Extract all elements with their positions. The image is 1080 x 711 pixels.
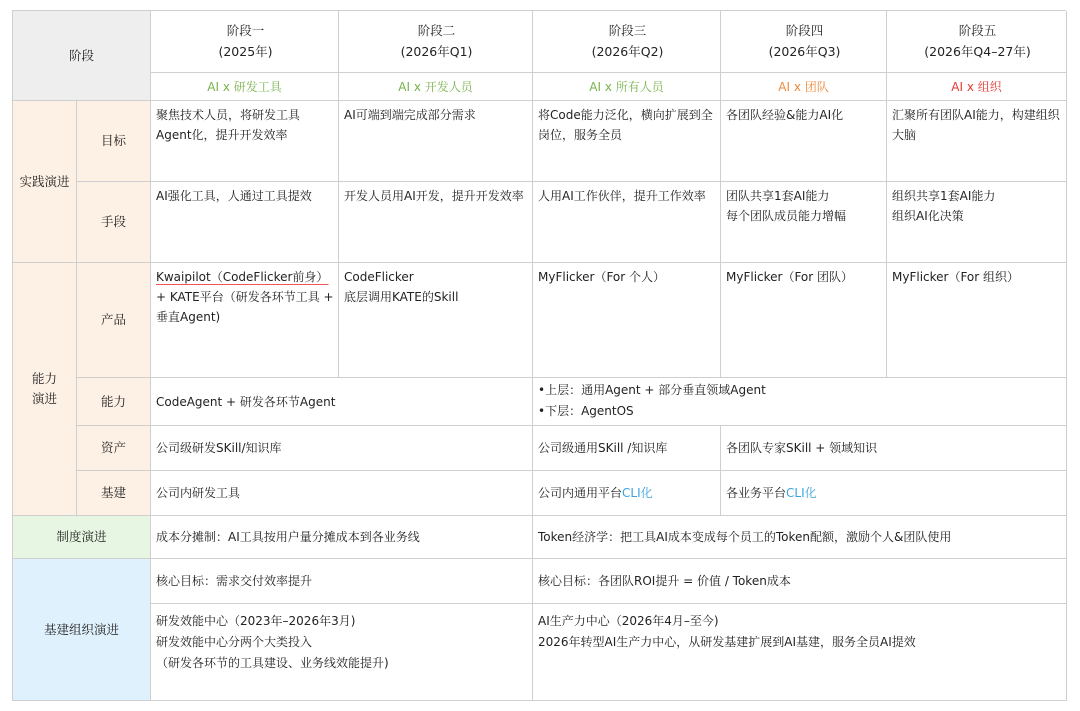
product-name-kwaipilot: Kwaipilot（CodeFlicker前身） (156, 270, 329, 284)
stage-tag-5: AI x 组织 (887, 73, 1067, 101)
product-cell-2 (339, 263, 533, 378)
goal-cell-2: AI可端到端完成部分需求 (339, 101, 533, 182)
stage-header-4 (721, 11, 887, 73)
product-cell-1 (151, 263, 339, 378)
means-line: 组织共享1套AI能力 (892, 189, 996, 203)
stage-period: (2026年Q4–27年) (924, 44, 1031, 59)
stage-tag-2: AI x 开发人员 (339, 73, 533, 101)
org-detail-line: 2026年转型AI生产力中心，从研发基建扩展到AI基建，服务全员AI提效 (538, 635, 916, 649)
org-detail-right (533, 604, 1067, 701)
stage-tag-4: AI x 团队 (721, 73, 887, 101)
stage-period: (2025年) (218, 44, 273, 59)
stage-name: 阶段四 (785, 23, 824, 38)
stage-period: (2026年Q2) (591, 44, 664, 59)
product-label: 产品 (77, 263, 151, 378)
means-cell-4 (721, 182, 887, 263)
capability-label-line1: 能力 (31, 371, 57, 386)
means-line: 开发人员用AI开发，提升开发效率 (344, 189, 524, 203)
system-cell-left: 成本分摊制：AI工具按用户量分摊成本到各业务线 (151, 516, 533, 559)
stage-tag-3: AI x 所有人员 (533, 73, 721, 101)
goal-cell-5: 汇聚所有团队AI能力，构建组织大脑 (887, 101, 1067, 182)
product-desc: + KATE平台（研发各环节工具 + 垂直Agent) (156, 290, 334, 324)
cli-highlight: CLI化 (786, 486, 817, 500)
means-line: 每个团队成员能力增幅 (726, 209, 847, 223)
org-goal-left: 核心目标：需求交付效率提升 (151, 559, 533, 604)
means-cell-5 (887, 182, 1067, 263)
stage-header-2 (339, 11, 533, 73)
goal-cell-4: 各团队经验&能力AI化 (721, 101, 887, 182)
means-line: 团队共享1套AI能力 (726, 189, 830, 203)
capability-group-label (13, 263, 77, 516)
means-cell-3 (533, 182, 721, 263)
means-line: AI强化工具，人通过工具提效 (156, 189, 312, 203)
ability-line: •上层：通用Agent + 部分垂直领域Agent (538, 383, 766, 397)
asset-cell-left: 公司级研发SKill/知识库 (151, 426, 533, 471)
ability-line: •下层：AgentOS (538, 404, 634, 418)
stage-name: 阶段三 (608, 23, 647, 38)
org-detail-left (151, 604, 533, 701)
stage-name: 阶段二 (417, 23, 456, 38)
product-line: 底层调用KATE的Skill (344, 290, 459, 304)
org-detail-line: 研发效能中心（2023年–2026年3月) (156, 614, 356, 628)
infra-mid-text: 公司内通用平台 (538, 486, 623, 500)
corner-label: 阶段 (13, 11, 151, 101)
stage-period: (2026年Q1) (400, 44, 473, 59)
org-label: 基建组织演进 (13, 559, 151, 701)
ability-cell-right (533, 378, 1067, 426)
product-cell-4: MyFlicker（For 团队） (721, 263, 887, 378)
roadmap-table (12, 10, 1066, 701)
ability-label: 能力 (77, 378, 151, 426)
stage-tag-1: AI x 研发工具 (151, 73, 339, 101)
stage-header-3 (533, 11, 721, 73)
goal-cell-1: 聚焦技术人员，将研发工具Agent化，提升开发效率 (151, 101, 339, 182)
product-cell-3: MyFlicker（For 个人） (533, 263, 721, 378)
practice-group-label: 实践演进 (13, 101, 77, 263)
goal-cell-3: 将Code能力泛化，横向扩展到全岗位，服务全员 (533, 101, 721, 182)
org-goal-right: 核心目标：各团队ROI提升 = 价值 / Token成本 (533, 559, 1067, 604)
infra-cell-right (721, 471, 1067, 516)
means-line: 组织AI化决策 (892, 209, 964, 223)
capability-label-line2: 演进 (31, 391, 57, 406)
product-line: CodeFlicker (344, 270, 414, 284)
ability-cell-left: CodeAgent + 研发各环节Agent (151, 378, 533, 426)
asset-cell-right: 各团队专家SKill + 领域知识 (721, 426, 1067, 471)
stage-header-1 (151, 11, 339, 73)
product-cell-5: MyFlicker（For 组织） (887, 263, 1067, 378)
org-detail-line: （研发各环节的工具建设、业务线效能提升) (156, 656, 389, 670)
means-label: 手段 (77, 182, 151, 263)
infra-cell-mid (533, 471, 721, 516)
means-cell-2 (339, 182, 533, 263)
infra-cell-left: 公司内研发工具 (151, 471, 533, 516)
stage-name: 阶段五 (958, 23, 997, 38)
stage-period: (2026年Q3) (768, 44, 841, 59)
stage-header-5 (887, 11, 1067, 73)
infra-label: 基建 (77, 471, 151, 516)
stage-name: 阶段一 (226, 23, 265, 38)
system-label: 制度演进 (13, 516, 151, 559)
infra-right-text: 各业务平台 (726, 486, 787, 500)
asset-label: 资产 (77, 426, 151, 471)
org-detail-line: 研发效能中心分两个大类投入 (156, 635, 313, 649)
means-cell-1 (151, 182, 339, 263)
cli-highlight: CLI化 (622, 486, 653, 500)
system-cell-right: Token经济学：把工具AI成本变成每个员工的Token配额，激励个人&团队使用 (533, 516, 1067, 559)
asset-cell-mid: 公司级通用SKill /知识库 (533, 426, 721, 471)
org-detail-line: AI生产力中心（2026年4月–至今) (538, 614, 719, 628)
means-line: 人用AI工作伙伴，提升工作效率 (538, 189, 706, 203)
goal-label: 目标 (77, 101, 151, 182)
